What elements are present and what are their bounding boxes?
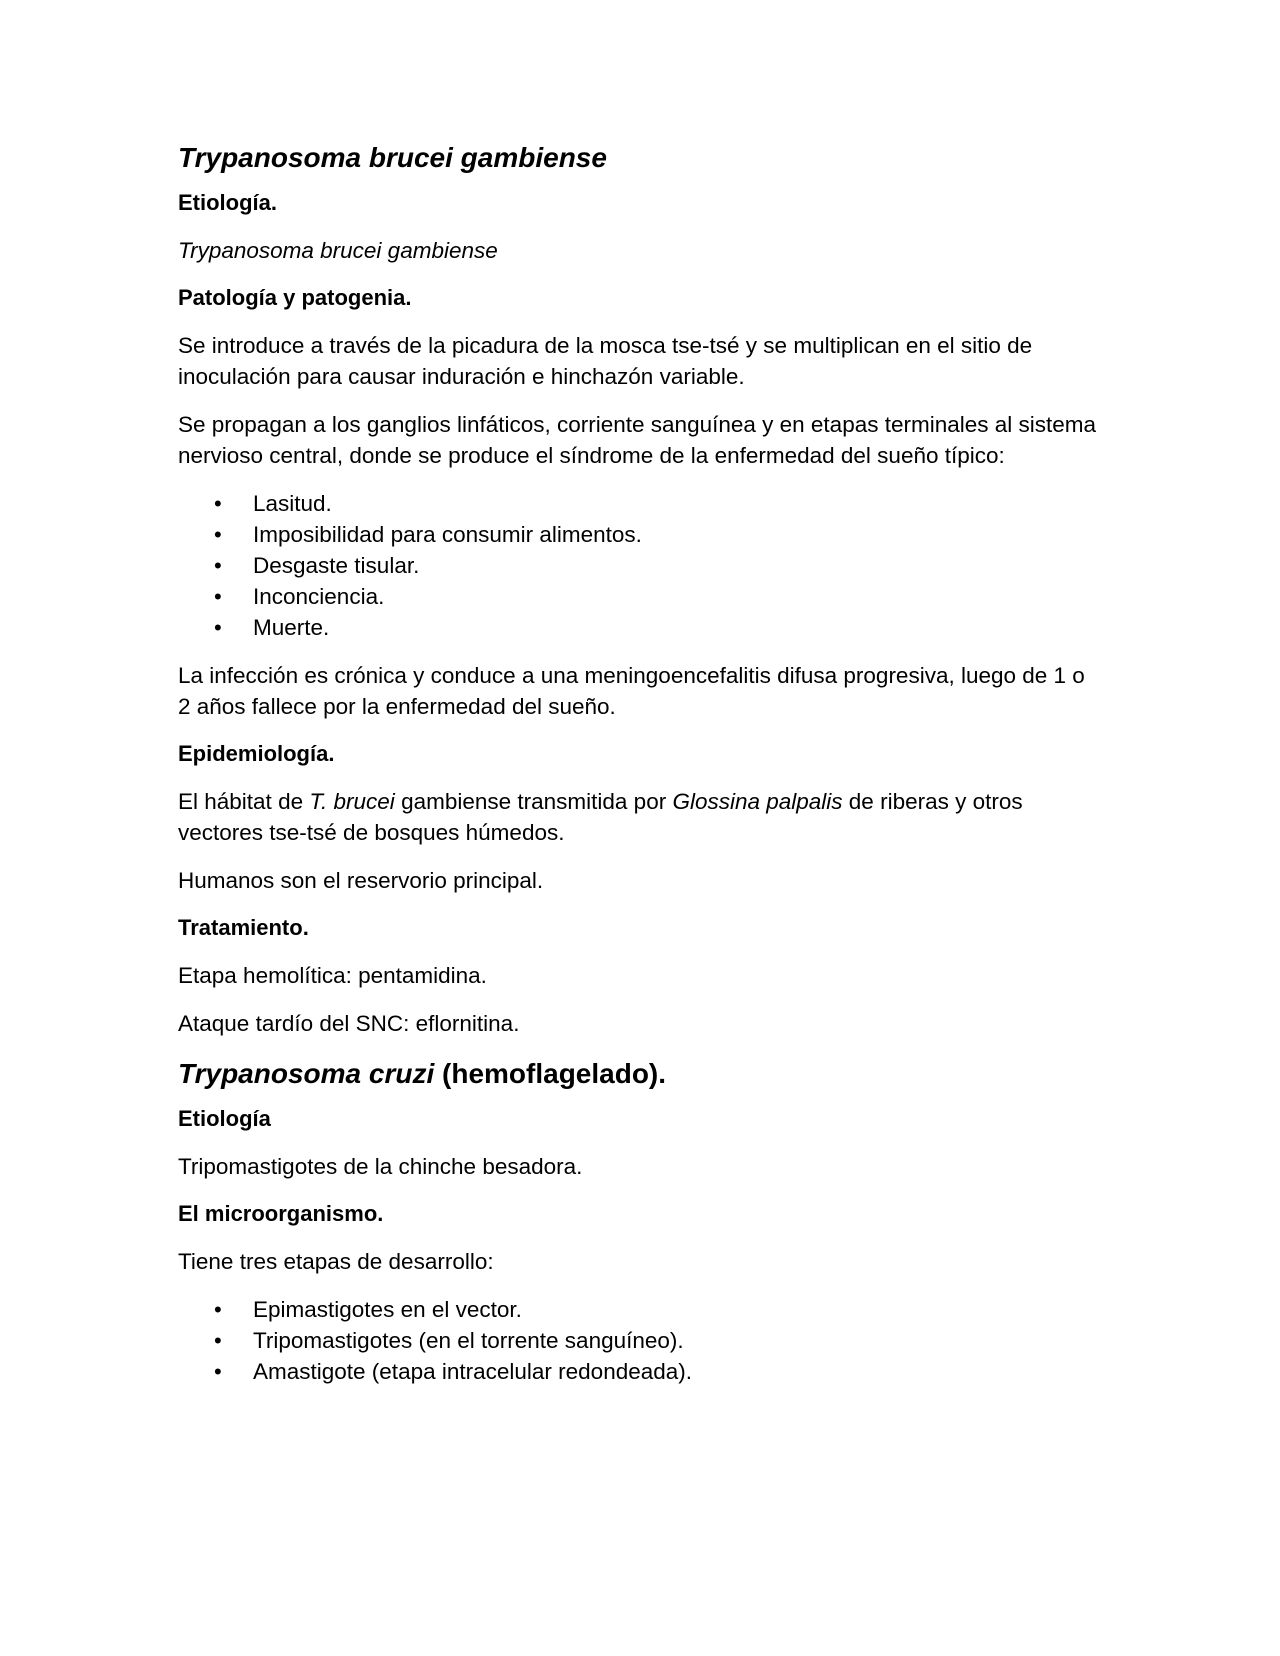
microorganismo-text: Tiene tres etapas de desarrollo:: [178, 1249, 494, 1274]
heading-epidemiologia: Epidemiología.: [178, 741, 335, 766]
etiologia-text: Trypanosoma brucei gambiense: [178, 238, 498, 263]
bullet-icon: •: [214, 615, 222, 640]
heading-etiologia-cruzi: Etiología: [178, 1106, 271, 1131]
heading-microorganismo: El microorganismo.: [178, 1201, 384, 1226]
section-title-brucei-text: Trypanosoma brucei gambiense: [178, 142, 607, 173]
list-item: [178, 550, 1098, 581]
text-run: de riberas y otros vectores tse-tsé de bosques húmedos.: [178, 789, 1023, 845]
heading-patologia: Patología y patogenia.: [178, 285, 412, 310]
patologia-paragraph-3: La infección es crónica y conduce a una meningoencefalitis difusa progresiva, luego de 1 o 2 años fallece por la enfermedad del sueño.: [178, 663, 1085, 719]
epidemiologia-paragraph-2: Humanos son el reservorio principal.: [178, 868, 544, 893]
text-run: El hábitat de: [178, 789, 310, 814]
list-item-text: Imposibilidad para consumir alimentos.: [253, 522, 642, 547]
list-item: [178, 519, 1098, 550]
tratamiento-paragraph-1: Etapa hemolítica: pentamidina.: [178, 963, 487, 988]
list-item-text: Muerte.: [253, 615, 330, 640]
list-item: [178, 1356, 1098, 1387]
list-item-text: Epimastigotes en el vector.: [253, 1297, 522, 1322]
text-run: gambiense transmitida por: [394, 789, 673, 814]
heading-etiologia: Etiología.: [178, 190, 277, 215]
bullet-icon: •: [214, 584, 222, 609]
bullet-icon: •: [214, 522, 222, 547]
list-item-text: Amastigote (etapa intracelular redondeada).: [253, 1359, 693, 1384]
section-title-cruzi-italic: Trypanosoma cruzi: [178, 1058, 435, 1089]
bullet-icon: •: [214, 1297, 222, 1322]
document-content: [178, 140, 1098, 1404]
bullet-icon: •: [214, 553, 222, 578]
heading-tratamiento: Tratamiento.: [178, 915, 309, 940]
species-name: T. brucei: [309, 789, 395, 814]
bullet-icon: •: [214, 1359, 222, 1384]
vector-name: Glossina palpalis: [672, 789, 843, 814]
section-title-cruzi: [178, 1056, 1098, 1092]
symptoms-list: [178, 488, 1098, 643]
list-item-text: Lasitud.: [253, 491, 332, 516]
list-item: [178, 1325, 1098, 1356]
list-item: [178, 1294, 1098, 1325]
list-item: [178, 488, 1098, 519]
epidemiologia-paragraph-1: [178, 786, 1098, 848]
list-item: [178, 612, 1098, 643]
list-item-text: Desgaste tisular.: [253, 553, 420, 578]
section-title-cruzi-rest: (hemoflagelado).: [434, 1058, 667, 1089]
patologia-paragraph-2: Se propagan a los ganglios linfáticos, corriente sanguínea y en etapas terminales al sistema nervioso central, donde se produce el síndrome de la enfermedad del sueño típico:: [178, 412, 1097, 468]
list-item-text: Inconciencia.: [253, 584, 385, 609]
list-item: [178, 581, 1098, 612]
etiologia-cruzi-text: Tripomastigotes de la chinche besadora.: [178, 1154, 583, 1179]
tratamiento-paragraph-2: Ataque tardío del SNC: eflornitina.: [178, 1011, 520, 1036]
stages-list: [178, 1294, 1098, 1387]
section-title-brucei: [178, 140, 1098, 176]
bullet-icon: •: [214, 1328, 222, 1353]
patologia-paragraph-1: Se introduce a través de la picadura de la mosca tse-tsé y se multiplican en el sitio de inoculación para causar induración e hinchazón variable.: [178, 333, 1033, 389]
bullet-icon: •: [214, 491, 222, 516]
list-item-text: Tripomastigotes (en el torrente sanguíneo).: [253, 1328, 684, 1353]
